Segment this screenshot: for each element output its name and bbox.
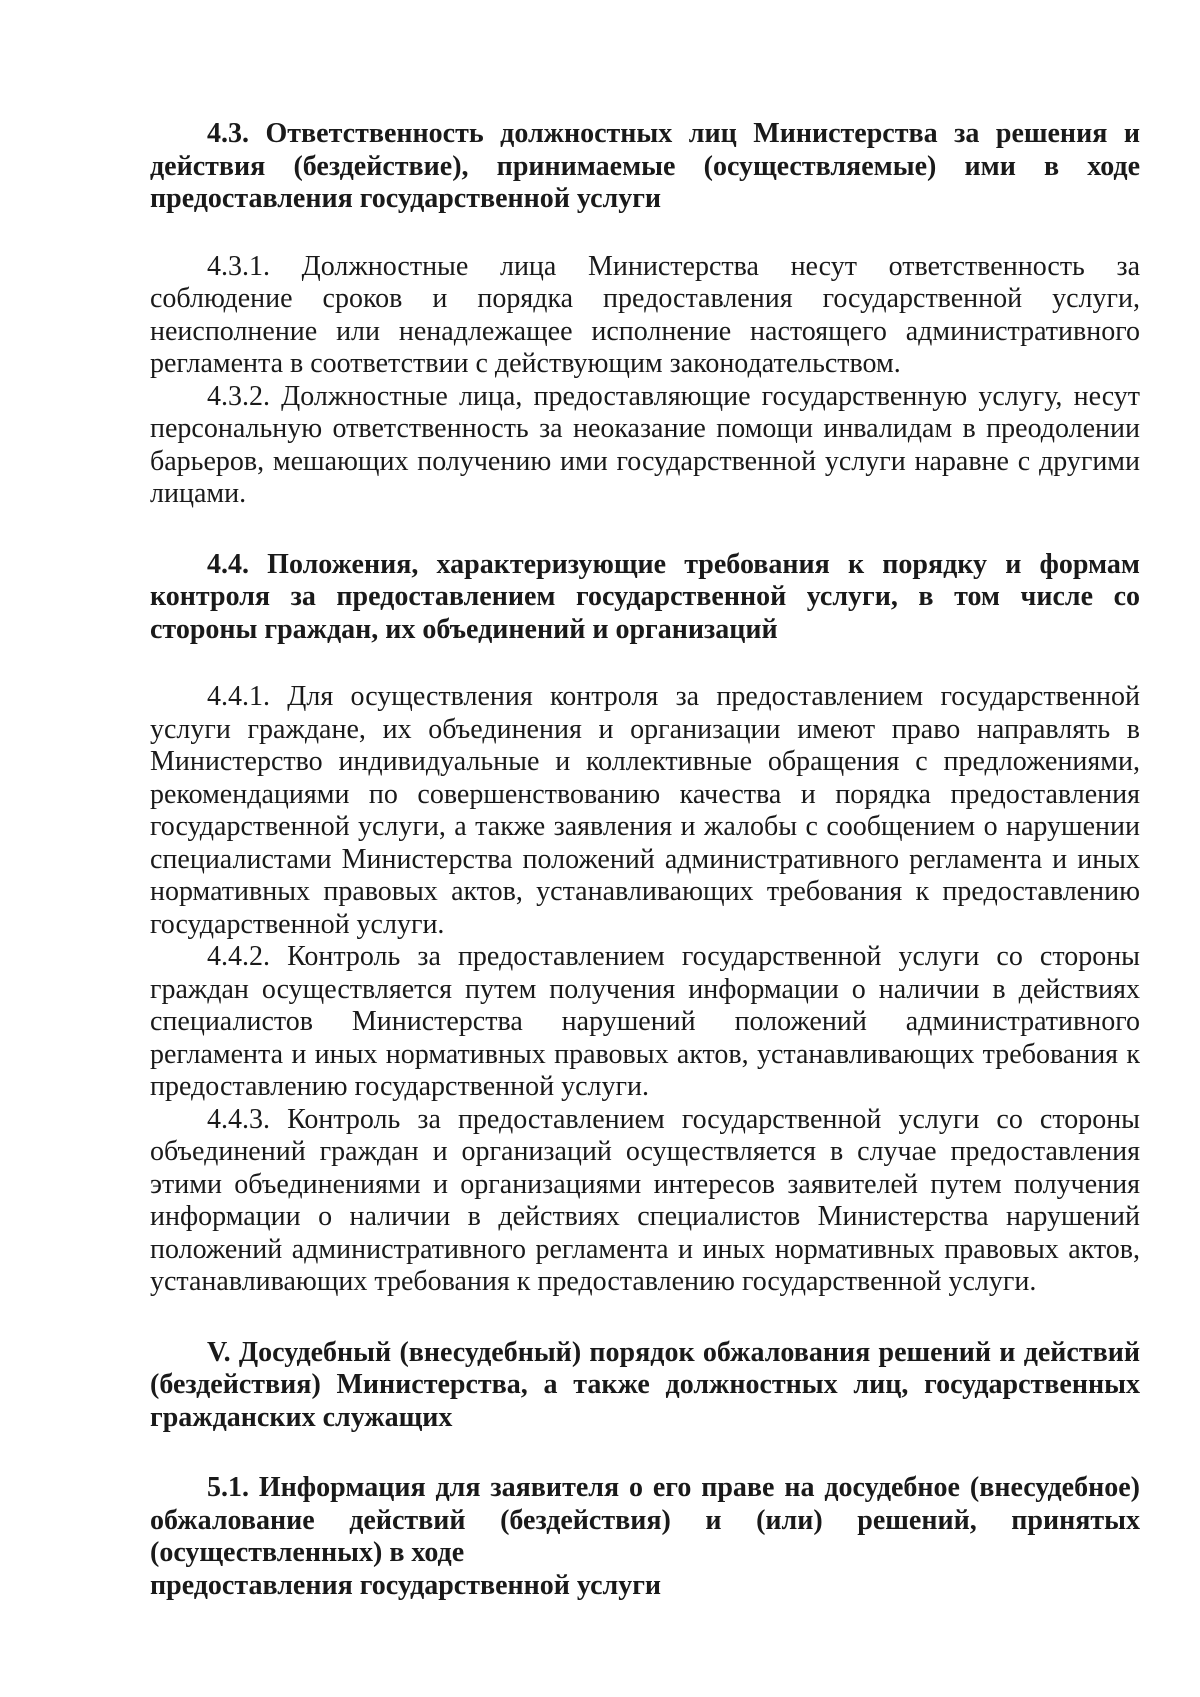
paragraph-4-3-2: 4.3.2. Должностные лица, предоставляющие государственную услугу, несут персональную ответственность за неоказание помощи инвалидам в преодолении барьеров, мешающих получению ими государственной услуги наравне с другими лицами.: [150, 380, 1140, 509]
section-5-1-title: 5.1. Информация для заявителя о его праве на досудебное (внесудебное) обжалование действий (бездействия) и (или) решений, принятых (осуществленных) в ходе: [150, 1472, 1140, 1568]
section-5-title: V. Досудебный (внесудебный) порядок обжалования решений и действий (бездействия) Министерства, а также должностных лиц, государственных гражданских служащих: [150, 1336, 1140, 1433]
document-page: [150, 118, 1140, 1602]
section-5-1-title-continued: предоставления государственной услуги: [150, 1569, 662, 1601]
section-4-4-title: 4.4. Положения, характеризующие требования к порядку и формам контроля за предоставлением государственной услуги, в том числе со стороны граждан, их объединений и организаций: [150, 548, 1140, 645]
paragraph-4-3-1: 4.3.1. Должностные лица Министерства несут ответственность за соблюдение сроков и порядка предоставления государственной услуги, неисполнение или ненадлежащее исполнение настоящего административного регламента в соответствии с действующим законодательством.: [150, 250, 1140, 379]
section-4-3-title: 4.3. Ответственность должностных лиц Министерства за решения и действия (бездействие), принимаемые (осуществляемые) ими в ходе предоставления государственной услуги: [150, 118, 1140, 214]
paragraph-4-4-2: 4.4.2. Контроль за предоставлением государственной услуги со стороны граждан осуществляется путем получения информации о наличии в действиях специалистов Министерства нарушений положений административного регламента и иных нормативных правовых актов, устанавливающих требования к предоставлению государственной услуги.: [150, 941, 1140, 1102]
paragraph-4-4-1: 4.4.1. Для осуществления контроля за предоставлением государственной услуги граждане, их объединения и организации имеют право направлять в Министерство индивидуальные и коллективные обращения с предложениями, рекомендациями по совершенствованию качества и порядка предоставления государственной услуги, а также заявления и жалобы с сообщением о нарушении специалистами Министерства положений административного регламента и иных нормативных правовых актов, устанавливающих требования к предоставлению государственной услуги.: [150, 681, 1140, 940]
paragraph-4-4-3: 4.4.3. Контроль за предоставлением государственной услуги со стороны объединений граждан и организаций осуществляется в случае предоставления этими объединениями и организациями интересов заявителей путем получения информации о наличии в действиях специалистов Министерства нарушений положений административного регламента и иных нормативных правовых актов, устанавливающих требования к предоставлению государственной услуги.: [150, 1103, 1140, 1297]
